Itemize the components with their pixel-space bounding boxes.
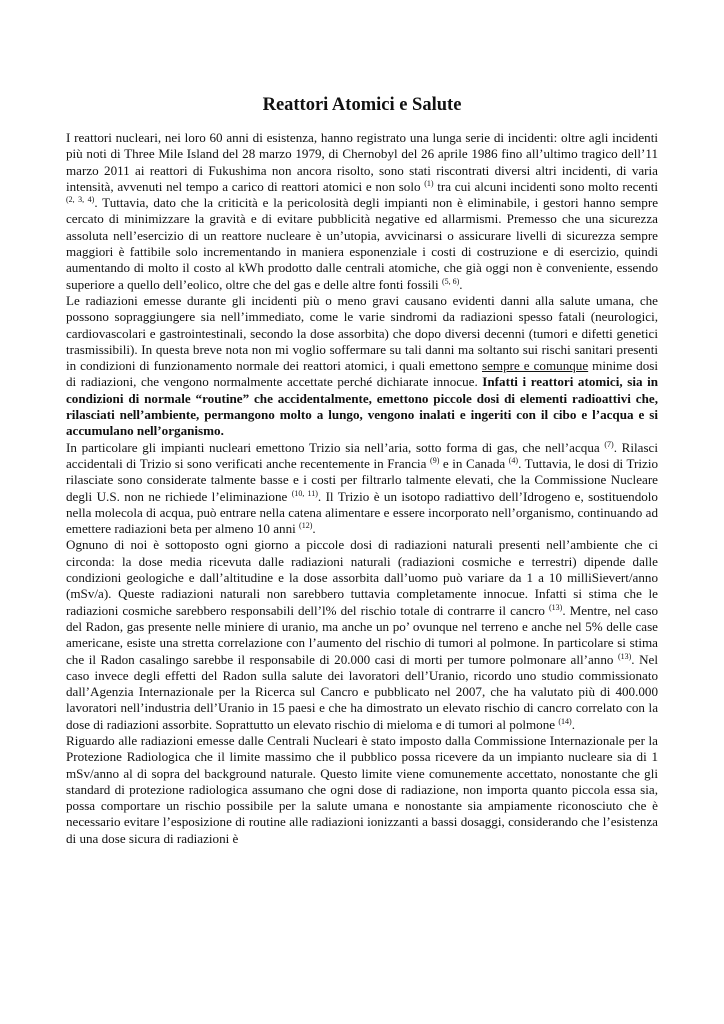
reference-superscript: (10, 11) [291, 488, 318, 498]
text-run: tra cui alcuni incidenti sono molto recenti [433, 178, 659, 194]
text-run: Le radiazioni emesse durante gli incidenti più o meno gravi causano evidenti danni alla salute umana, che possono sopraggiungere sia nell’immediato, come le varie sindromi da radiazioni spesso fatali (neurologici, cardiovascolari e gastrointestinali, secondo la dose assorbita) che dopo diversi decenni (tumori e difetti genetici trasmissibili). In questa breve nota non mi voglio soffermare su tali danni ma soltanto sui rischi sanitari presenti in condizioni di funzionamento normale dei reattori atomici, i quali emettono [66, 292, 658, 374]
bold-text: Infatti i reattori atomici, sia in condizioni di normale “routine” che accidentalmente, emettono piccole dosi di elementi radioattivi che, rilasciati nell’ambiente, permangono molto a lungo, vengono inalati e ingeriti con il cibo e l’acqua e si accumulano nell’organismo. [66, 374, 658, 439]
reference-superscript: (13) [617, 651, 632, 661]
paragraph-natural-radiation [66, 537, 658, 733]
text-run: . Tuttavia, le dosi di Trizio rilasciate sono considerate talmente basse e i costi per filtrarlo talmente elevati, che la Commissione Nucleare degli U.S. non ne richiede l’eliminazione [66, 455, 659, 504]
reference-superscript: (1) [424, 178, 434, 188]
paragraph-incidents [66, 130, 658, 293]
text-run: . Il Trizio è un isotopo radiattivo dell’Idrogeno e, sostituendolo nella molecola di acqua, può entrare nella catena alimentare e essere incorporato nell’organismo, continuando ad emettere radiazioni beta per almeno 10 anni [66, 488, 658, 537]
reference-superscript: (12) [299, 521, 313, 531]
text-run: . [571, 716, 575, 732]
reference-superscript: (5, 6) [441, 276, 460, 286]
reference-superscript: (2, 3, 4) [66, 195, 95, 205]
text-run: . [312, 521, 316, 537]
text-run: Riguardo alle radiazioni emesse dalle Centrali Nucleari è stato imposto dalla Commissione Internazionale per la Protezione Radiologica che il limite massimo che il pubblico possa ricevere da un impianto nucleare sia di 1 mSv/anno al di sopra del background naturale. Questo limite viene comunemente accettato, nonostante che gli standard di protezione radiologica assumano che ogni dose di radiazione, non importa quanto piccola essa sia, possa comportare un rischio possibile per la salute umana e nonostante sia ampiamente riconosciuto che è necessario evitare l’esposizione di routine alle radiazioni ionizzanti a bassi dosaggi, considerando che l’esistenza di una dose sicura di radiazioni è [66, 732, 658, 846]
text-run: e in Canada [439, 455, 509, 471]
text-run: . Tuttavia, dato che la criticità e la pericolosità degli impianti non è eliminabile, i gestori hanno sempre cercato di minimizzare la gravità e di evitare pubblicità negative ed allarmismi. Premesso che una sicurezza assoluta nell’esercizio di un reattore nucleare è un’utopia, avvicinarsi o assicurare livelli di sicurezza sempre maggiori è fattibile solo incrementando in maniera esponenziale i costi di costruzione e di esercizio, quindi aumentando di molto il costo al kWh prodotto dalle centrali atomiche, che già oggi non è conveniente, essendo superiore a quello dell’eolico, oltre che del gas e delle altre fonti fossili [66, 195, 659, 292]
document-body [66, 130, 658, 847]
reference-superscript: (14) [558, 716, 572, 726]
text-run: I reattori nucleari, nei loro 60 anni di esistenza, hanno registrato una lunga serie di incidenti: oltre agli incidenti più noti di Three Mile Island del 28 marzo 1979, di Chernobyl del 26 aprile 1986 fino all’ultimo tragico dell’11 marzo 2011 ai reattori di Fukushima non ancora risolto, sono stati riscontrati diversi altri incidenti, di varia intensità, avvenuti nel tempo a carico di reattori atomici e non solo [66, 130, 658, 194]
text-run: . Rilasci accidentali di Trizio si sono verificati anche recentemente in Francia [66, 439, 658, 471]
text-run: In particolare gli impianti nucleari emettono Trizio sia nell’aria, sotto forma di gas, che nell’acqua [66, 439, 605, 455]
paragraph-radiation-damage [66, 293, 658, 440]
text-run: . [459, 276, 463, 292]
underlined-text: sempre e comunque [481, 358, 589, 374]
reference-superscript: (7) [604, 439, 614, 449]
paragraph-dose-limits [66, 733, 658, 847]
reference-superscript: (4) [508, 455, 519, 465]
text-run: minime dosi di radiazioni, che vengono normalmente accettate perché dichiarate innocue. [66, 358, 658, 390]
document-title: Reattori Atomici e Salute [262, 95, 462, 115]
text-run: . Nel caso invece degli effetti del Radon sulla salute dei lavoratori dell’Uranio, ricordo uno studio commissionato dall’Agenzia Internazionale per la Ricerca sul Cancro e pubblicato nel 2007, che ha valutato più di 400.000 lavoratori nell’industria dell’Uranio in 15 paesi e che ha dimostrato un elevato rischio di cancro correlato con la dose di radiazioni assorbite. Soprattutto un elevato rischio di mieloma e di tumori al polmone [66, 651, 658, 732]
reference-superscript: (13) [549, 602, 563, 612]
text-run: Ognuno di noi è sottoposto ogni giorno a piccole dosi di radiazioni naturali presenti nell’ambiente che ci circonda: la dose media ricevuta dalle radiazioni naturali (radiazioni cosmiche e terrestri) dipende dalle condizioni geologiche e dall’altitudine e la dose assorbita dall’uomo può variare da 1 a 10 milliSievert/anno (mSv/a). Queste radiazioni naturali non sarebbero tuttavia completamente innocue. Infatti si stima che le radiazioni cosmiche sarebbero responsabili dell’l% del rischio totale di contrarre il cancro [66, 537, 658, 618]
paragraph-tritium [66, 440, 658, 538]
text-run: . Mentre, nel caso del Radon, gas presente nelle miniere di uranio, ma anche un po’ ovunque nel terreno e anche nel 5% delle case americane, esiste una stretta correlazione con l’aumento del rischio di tumori al polmone. In particolare si stima che il Radon casalingo sarebbe il responsabile di 20.000 casi di morti per tumore polmonare all’anno [66, 602, 658, 667]
reference-superscript: (9) [430, 455, 440, 465]
